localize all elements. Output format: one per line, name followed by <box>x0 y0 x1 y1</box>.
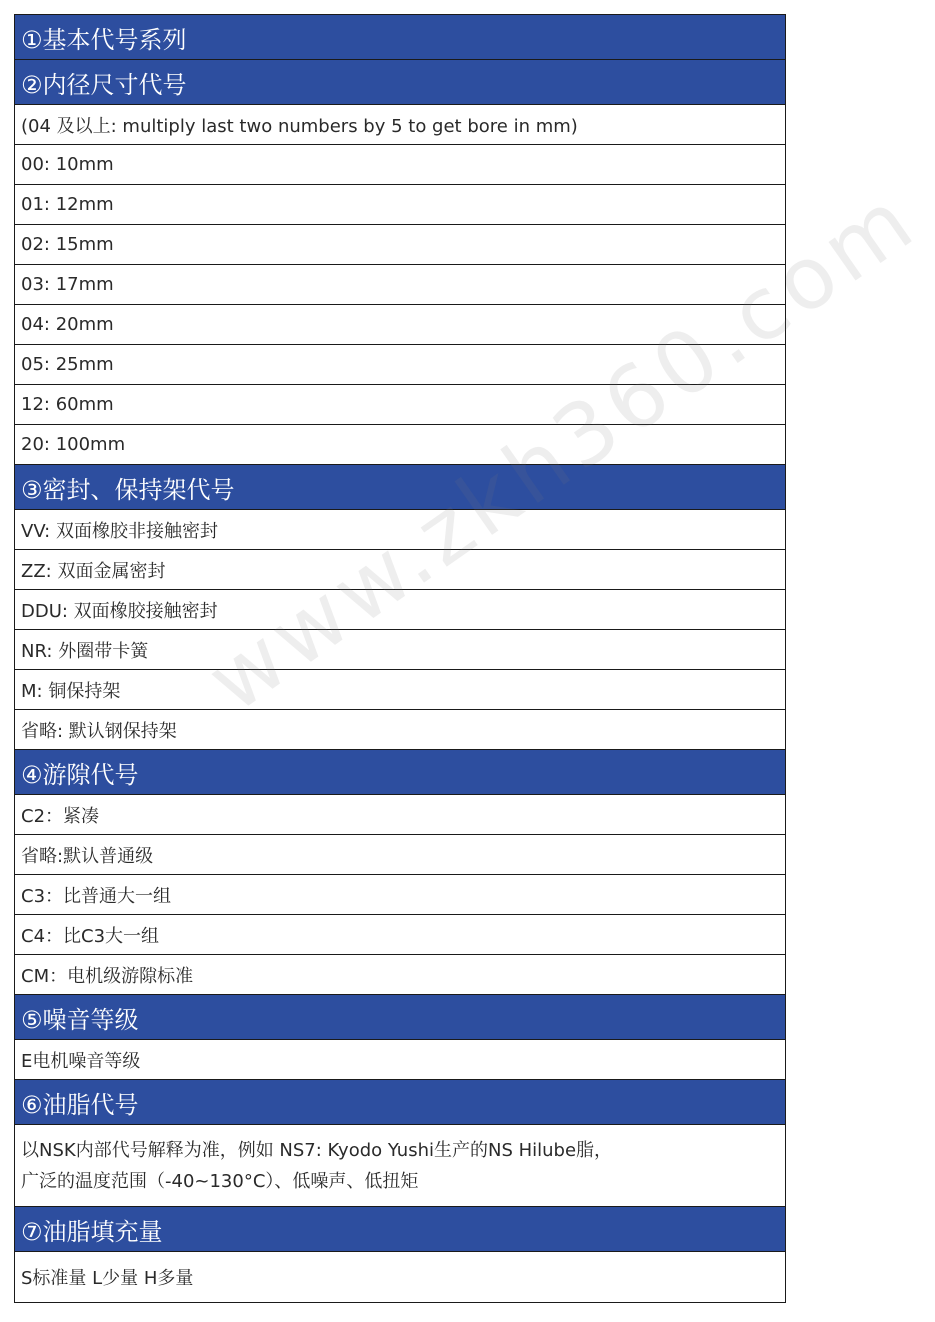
table-row: 省略: 默认钢保持架 <box>15 710 785 750</box>
table-row: C2：紧凑 <box>15 795 785 835</box>
table-row: 05: 25mm <box>15 345 785 385</box>
table-row: DDU: 双面橡胶接触密封 <box>15 590 785 630</box>
table-row: 20: 100mm <box>15 425 785 465</box>
table-row: 02: 15mm <box>15 225 785 265</box>
table-row: ZZ: 双面金属密封 <box>15 550 785 590</box>
section-header-grease-code: ⑥油脂代号 <box>15 1080 785 1125</box>
table-row: E电机噪音等级 <box>15 1040 785 1080</box>
table-row: M: 铜保持架 <box>15 670 785 710</box>
spec-table <box>14 14 786 1303</box>
section-header-noise-level: ⑤噪音等级 <box>15 995 785 1040</box>
table-row: C3：比普通大一组 <box>15 875 785 915</box>
table-row: NR: 外圈带卡簧 <box>15 630 785 670</box>
table-row: (04 及以上: multiply last two numbers by 5 to get bore in mm) <box>15 105 785 145</box>
section-header-grease-fill: ⑦油脂填充量 <box>15 1207 785 1252</box>
grease-description-line-2: 广泛的温度范围（-40~130°C）、低噪声、低扭矩 <box>21 1171 419 1192</box>
table-row: 04: 20mm <box>15 305 785 345</box>
table-row: 01: 12mm <box>15 185 785 225</box>
table-row: CM：电机级游隙标准 <box>15 955 785 995</box>
table-row: 12: 60mm <box>15 385 785 425</box>
section-header-bore-size: ②内径尺寸代号 <box>15 60 785 105</box>
section-header-basic-series: ①基本代号系列 <box>15 15 785 60</box>
section-header-seal-cage: ③密封、保持架代号 <box>15 465 785 510</box>
table-row: VV: 双面橡胶非接触密封 <box>15 510 785 550</box>
section-header-clearance: ④游隙代号 <box>15 750 785 795</box>
grease-description <box>15 1125 785 1207</box>
table-row: 03: 17mm <box>15 265 785 305</box>
table-row: 00: 10mm <box>15 145 785 185</box>
table-row: 省略:默认普通级 <box>15 835 785 875</box>
grease-description-line-1: 以NSK内部代号解释为准，例如 NS7: Kyodo Yushi生产的NS Hilube脂， <box>21 1140 613 1161</box>
table-row: C4：比C3大一组 <box>15 915 785 955</box>
table-row: S标准量 L少量 H多量 <box>15 1252 785 1302</box>
